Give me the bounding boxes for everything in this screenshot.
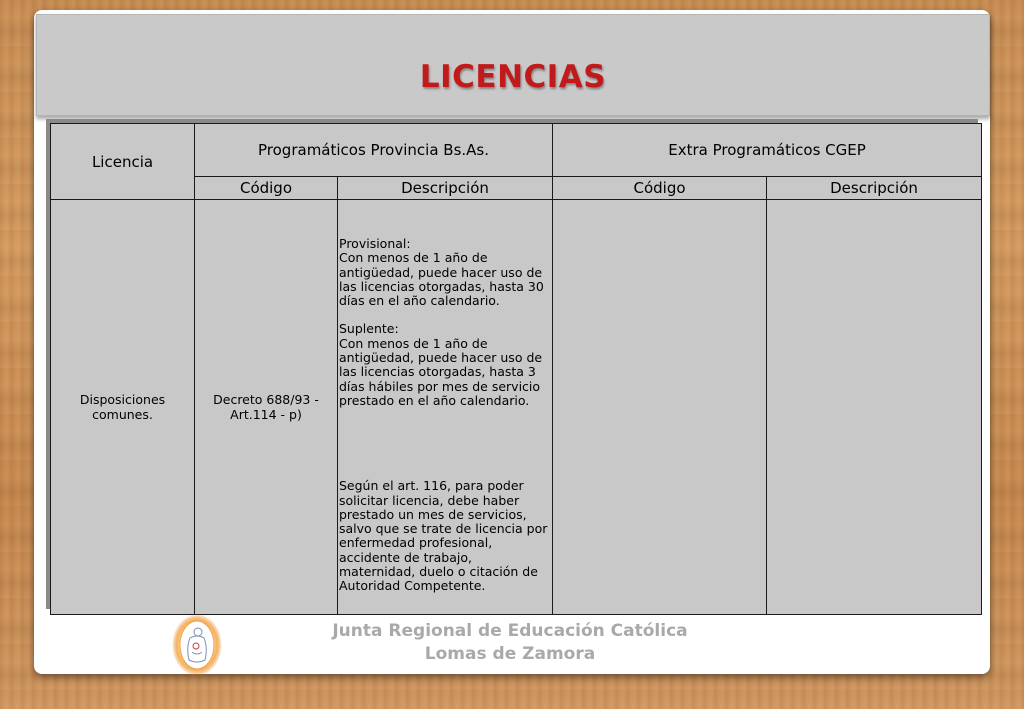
codigo-text: Decreto 688/93 - Art.114 - p) — [213, 392, 319, 422]
cell-licencia — [51, 200, 195, 615]
header-descripcion-programaticos: Descripción — [338, 177, 553, 200]
cell-extra-codigo — [553, 200, 767, 615]
footer-line-1: Junta Regional de Educación Católica — [332, 621, 688, 641]
suplente-text: Con menos de 1 año de antigüedad, puede hacer uso de las licencias otorgadas, hasta 3 días hábiles por mes de servicio prestado en el año calendario. — [339, 335, 543, 408]
header-licencia: Licencia — [51, 124, 195, 200]
header-codigo-programaticos: Código — [195, 177, 338, 200]
header-programaticos: Programáticos Provincia Bs.As. — [195, 124, 553, 177]
header-extra-programaticos: Extra Programáticos CGEP — [553, 124, 982, 177]
page-title: LICENCIAS — [419, 59, 607, 95]
cell-extra-descripcion — [767, 200, 982, 615]
licencia-text: Disposiciones comunes. — [79, 392, 166, 422]
title-bar — [36, 14, 990, 116]
licencias-table — [50, 123, 982, 615]
art116-text: Según el art. 116, para poder solicitar licencia, debe haber prestado un mes de servicios, salvo que se trate de licencia por enfermedad profesional, accidente de trabajo, maternidad, duelo o citación de Autoridad Competente. — [339, 478, 548, 594]
suplente-label: Suplente: — [339, 321, 399, 337]
header-descripcion-extra: Descripción — [767, 177, 982, 200]
cell-descripcion — [338, 200, 553, 615]
footer-institution — [260, 620, 760, 666]
provisional-text: Con menos de 1 año de antigüedad, puede hacer uso de las licencias otorgadas, hasta 30 días en el año calendario. — [339, 250, 544, 309]
virgin-mary-logo-icon — [172, 614, 222, 676]
footer-line-2: Lomas de Zamora — [424, 644, 596, 664]
provisional-label: Provisional: — [339, 236, 411, 251]
header-row-groups — [51, 124, 982, 177]
header-codigo-extra: Código — [553, 177, 767, 200]
table-row — [51, 200, 982, 615]
cell-codigo — [195, 200, 338, 615]
